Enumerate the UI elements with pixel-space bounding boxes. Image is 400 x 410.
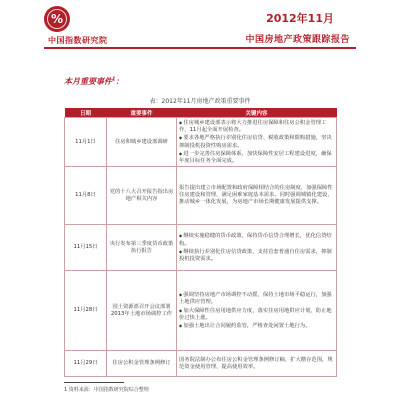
row-event: 党的十八大召开报告指出房地产相关内容: [107, 167, 177, 225]
row-event: 国土资源部召开会议部署2013年土地市场调控工作: [107, 271, 177, 351]
col-header-content: 关键内容: [177, 108, 337, 118]
institute-logo-icon: %: [44, 6, 70, 32]
footnote-divider: [64, 382, 124, 383]
content-bullet: ◆ 加大保障性住房用地供应力度，落实住房用地供应计划，防止地价过快上涨。: [179, 307, 334, 322]
content-bullet: ◆ 继续实施稳健的货币政策，保持货币信贷合理增长，优化信贷结构。: [179, 232, 334, 247]
content-bullet: ◆ 加强土地出让合同履约监管，严格查处闲置土地行为。: [179, 322, 334, 330]
content-bullet: ◆ 进一步完善住房保障体系，加快保障性安居工程建设进度，确保年度目标任务全面完成。: [179, 150, 334, 165]
content-bullet: ◆ 要求各地严格执行差别化住房信贷、税收政策和限购措施，坚决抑制投机投资性购房需求。: [179, 134, 334, 149]
table-row: [65, 351, 337, 377]
row-content: [177, 225, 337, 271]
content-paragraph: 国务院法制办公布住房公积金管理条例修订稿，扩大缴存范围，规范资金使用管理，提高使用效率。: [179, 356, 333, 370]
row-content: [177, 351, 337, 377]
report-header: [0, 0, 400, 50]
row-content: [177, 118, 337, 167]
col-header-event: 重要事件: [107, 108, 177, 118]
content-bullet: ◆ 继续执行差别化住房信贷政策，支持首套普通自住房需求，抑制投机投资需求。: [179, 248, 334, 263]
table-header-row: [65, 108, 337, 118]
row-event: 央行发布第三季度货币政策执行报告: [107, 225, 177, 271]
footnote-marker: 1: [112, 76, 116, 83]
table-row: [65, 271, 337, 351]
header-divider: [44, 47, 356, 49]
org-name: 中国指数研究院: [48, 36, 108, 45]
report-date-title: 2012年11月: [266, 12, 334, 25]
row-date: 11月1日: [65, 118, 107, 167]
content-paragraph: 报告提出建立市场配置和政府保障相结合的住房制度，加强保障性住房建设和管理，满足困难家庭基本需求。同时强调城镇化建设，推动城乡一体化发展，为房地产市场长期健康发展提供支撑。: [179, 184, 333, 206]
footnote: 1 资料来源：中国指数研究院综合整理: [64, 387, 149, 393]
table-row: [65, 118, 337, 167]
table-caption: 表：2012年11月房地产政策重要事件: [149, 98, 251, 105]
row-content: [177, 271, 337, 351]
row-event: 住房公积金管理条例修订: [107, 351, 177, 377]
row-date: 11月8日: [65, 167, 107, 225]
row-date: 11月28日: [65, 271, 107, 351]
policy-events-table: [64, 108, 337, 377]
table-row: [65, 225, 337, 271]
table-row: [65, 167, 337, 225]
content-bullet: ◆ 强调坚持房地产市场调控不动摇，保持土地市场平稳运行，加强土地供应管理。: [179, 291, 334, 306]
report-title: 中国房地产政策跟踪报告: [245, 35, 350, 45]
row-content: [177, 167, 337, 225]
row-date: 11月29日: [65, 351, 107, 377]
content-bullet: ◆ 住房城乡建设部表示将大力推进住房保障和住房公积金管理工作，11月起全面开展检查。: [179, 119, 334, 134]
row-date: 11月15日: [65, 225, 107, 271]
col-header-date: 日期: [65, 108, 107, 118]
row-event: 住房和城乡建设部调研: [107, 118, 177, 167]
section-title: 本月重要事件$^1$：: [64, 76, 124, 86]
